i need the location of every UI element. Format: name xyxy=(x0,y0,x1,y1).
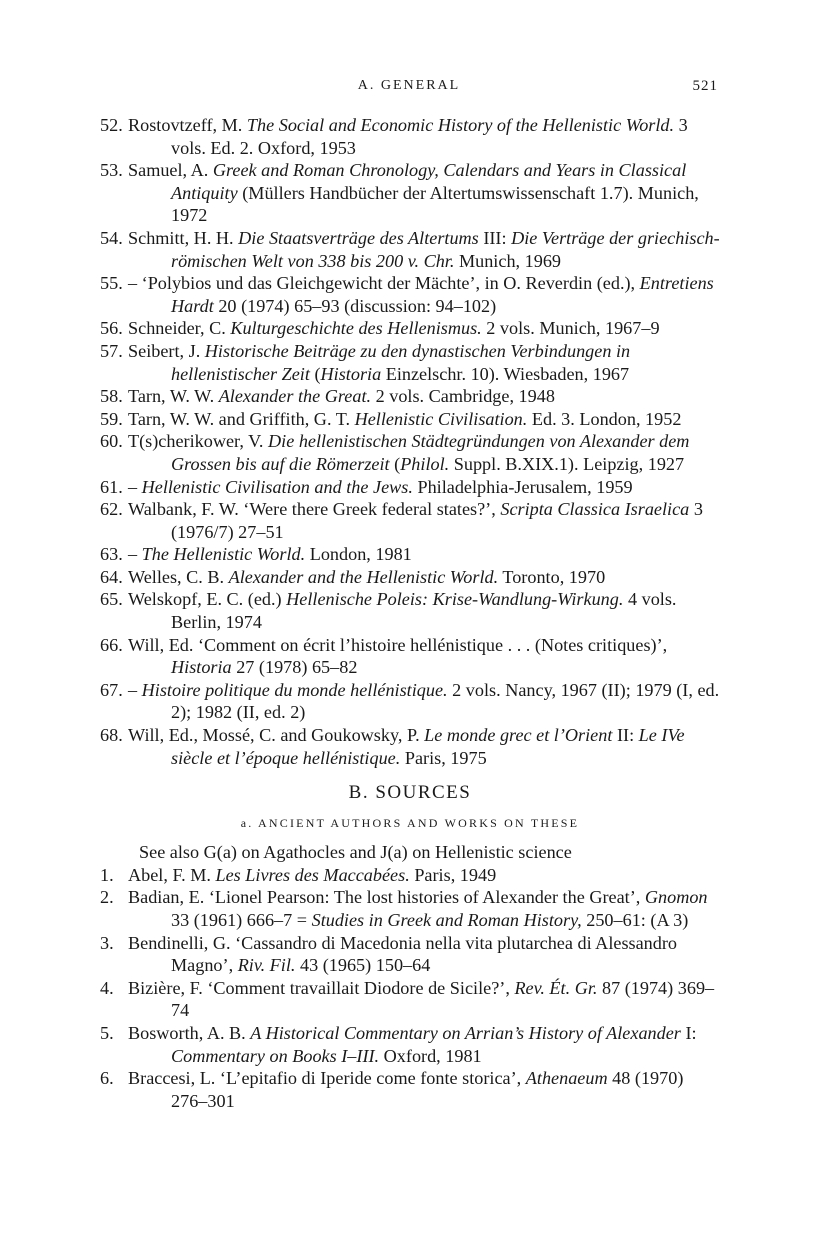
bibliography-entry xyxy=(100,977,720,1022)
bibliography-entry xyxy=(100,932,720,977)
entry-number: 60. xyxy=(100,431,123,452)
bibliography-entry xyxy=(100,1067,720,1112)
bibliography-entry xyxy=(100,340,720,385)
entry-text: 27 (1978) 65–82 xyxy=(231,657,358,678)
entry-text: I: xyxy=(680,1022,697,1043)
entry-text: Paris, 1949 xyxy=(409,864,497,885)
entry-title-italic: Studies in Greek and Roman History, xyxy=(311,910,582,930)
entry-title-italic: Die hellenistischen Städtegründungen von Alexander dem Grossen bis auf die Römerzeit xyxy=(171,431,690,474)
bibliography-content xyxy=(100,114,720,1112)
entry-title-italic: Athenaeum xyxy=(525,1068,608,1089)
bibliography-entry xyxy=(100,272,720,317)
entry-text: 87 (1974) 369–74 xyxy=(171,977,715,1021)
entry-text: Munich, 1969 xyxy=(454,250,562,271)
bibliography-entry xyxy=(100,1022,720,1067)
bibliography-entry xyxy=(100,543,720,566)
entry-number: 68. xyxy=(100,725,123,746)
entry-text: Welskopf, E. C. (ed.) xyxy=(128,589,287,610)
entry-title-italic: Historia xyxy=(171,657,232,678)
page-header xyxy=(100,78,718,102)
bibliography-entry xyxy=(100,498,720,543)
entry-text: Tarn, W. W. and Griffith, G. T. xyxy=(128,408,355,429)
entry-title-italic: Scripta Classica Israelica xyxy=(500,499,690,520)
bibliography-entry xyxy=(100,724,720,769)
bibliography-entry xyxy=(100,864,720,887)
bibliography-entry xyxy=(100,227,720,272)
entry-title-italic: Hellenistic Civilisation and the Jews. xyxy=(141,476,413,497)
entry-text: Bendinelli, G. ‘Cassandro di Macedonia nella vita plutarchea di Alessandro Magno’, xyxy=(128,932,678,976)
entry-text: Einzelschr. 10). Wiesbaden, 1967 xyxy=(381,363,630,384)
entry-title-italic: Historia xyxy=(320,363,382,384)
entry-text: Rostovtzeff, M. xyxy=(128,115,247,135)
see-also-note: See also G(a) on Agathocles and J(a) on Hellenistic science xyxy=(139,842,572,863)
entry-text: 3 vols. Ed. 2. Oxford, 1953 xyxy=(171,115,688,158)
sources-bibliography-list xyxy=(100,864,720,1113)
entry-text: Bizière, F. ‘Comment travaillait Diodore de Sicile?’, xyxy=(128,977,515,998)
entry-text: ( xyxy=(309,363,321,384)
entry-number: 53. xyxy=(100,160,123,181)
entry-text: Tarn, W. W. xyxy=(128,386,219,407)
entry-title-italic: A Historical Commentary on Arrian’s History of Alexander xyxy=(250,1022,681,1043)
entry-text: Paris, 1975 xyxy=(400,747,487,768)
entry-number: 64. xyxy=(100,566,123,587)
bibliography-entry xyxy=(100,886,720,931)
bibliography-entry xyxy=(100,408,720,431)
entry-text: – xyxy=(128,476,142,497)
entry-text: Philadelphia-Jerusalem, 1959 xyxy=(412,476,633,497)
entry-title-italic: Greek and Roman Chronology, Calendars and Years in Classical Antiquity xyxy=(171,160,687,203)
entry-title-italic: Le monde grec et l’Orient xyxy=(424,725,613,746)
entry-number: 66. xyxy=(100,634,123,655)
entry-text: – ‘Polybios und das Gleichgewicht der Mächte’, in O. Reverdin (ed.), xyxy=(128,273,640,294)
entry-text: Oxford, 1981 xyxy=(379,1045,482,1066)
entry-number: 3. xyxy=(100,932,114,953)
entry-number: 61. xyxy=(100,476,123,497)
bibliography-entry xyxy=(100,634,720,679)
entry-title-italic: Historische Beiträge zu den dynastischen Verbindungen in hellenistischer Zeit xyxy=(171,340,631,384)
bibliography-entry xyxy=(100,385,720,408)
entry-title-italic: Les Livres des Maccabées. xyxy=(215,864,410,885)
general-bibliography-list xyxy=(100,114,720,769)
entry-number: 5. xyxy=(100,1022,114,1043)
entry-number: 65. xyxy=(100,589,123,610)
entry-text: Bosworth, A. B. xyxy=(128,1022,251,1043)
entry-text: 4 vols. Berlin, 1974 xyxy=(171,589,677,633)
bibliography-entry xyxy=(100,317,720,340)
entry-title-italic: Rev. Ét. Gr. xyxy=(514,977,598,998)
entry-text: Will, Ed. ‘Comment on écrit l’histoire hellénistique . . . (Notes critiques)’, xyxy=(128,634,668,655)
entry-text: Abel, F. M. xyxy=(128,864,216,885)
entry-title-italic: Hellenische Poleis: Krise-Wandlung-Wirkung. xyxy=(286,589,624,610)
bibliography-entry xyxy=(100,476,720,499)
entry-text: 3 (1976/7) 27–51 xyxy=(171,499,703,542)
entry-text: Suppl. B.XIX.1). Leipzig, 1927 xyxy=(449,453,685,474)
entry-text: Welles, C. B. xyxy=(128,566,229,587)
entry-title-italic: Gnomon xyxy=(644,887,708,908)
entry-text: 48 (1970) 276–301 xyxy=(171,1068,684,1111)
entry-title-italic: The Social and Economic History of the Hellenistic World. xyxy=(246,115,675,135)
entry-text: Samuel, A. xyxy=(128,160,213,181)
bibliography-entry xyxy=(100,159,720,227)
entry-number: 52. xyxy=(100,115,123,135)
entry-text: Seibert, J. xyxy=(128,340,205,361)
entry-title-italic: Die Verträge der griechisch-römischen Welt von 338 bis 200 v. Chr. xyxy=(171,227,720,271)
entry-text: Schneider, C. xyxy=(128,318,231,339)
entry-text: 33 (1961) 666–7 = xyxy=(171,910,312,930)
entry-title-italic: Die Staatsverträge des Altertums xyxy=(238,227,479,248)
entry-text: T(s)cherikower, V. xyxy=(128,431,269,452)
entry-number: 1. xyxy=(100,864,114,885)
entry-number: 63. xyxy=(100,544,123,565)
entry-text: Braccesi, L. ‘L’epitafio di Iperide come fonte storica’, xyxy=(128,1068,526,1089)
entry-text: II: xyxy=(612,725,639,746)
section-title: B. SOURCES xyxy=(348,782,472,804)
entry-number: 58. xyxy=(100,386,123,407)
entry-text: ( xyxy=(389,453,401,474)
entry-title-italic: Philol. xyxy=(400,453,450,474)
entry-text: 250–61: (A 3) xyxy=(581,910,689,930)
bibliography-entry xyxy=(100,114,720,159)
entry-title-italic: Histoire politique du monde hellénistique. xyxy=(141,679,448,700)
entry-number: 6. xyxy=(100,1068,114,1089)
entry-title-italic: Le IVe siècle et l’époque hellénistique. xyxy=(171,725,685,768)
entry-title-italic: Alexander the Great. xyxy=(218,386,372,407)
entry-number: 57. xyxy=(100,340,123,361)
entry-text: 2 vols. Nancy, 1967 (II); 1979 (I, ed. 2); 1982 (II, ed. 2) xyxy=(171,679,720,723)
entry-number: 54. xyxy=(100,227,123,248)
entry-text: Walbank, F. W. ‘Were there Greek federal states?’, xyxy=(128,499,501,520)
page-number: 521 xyxy=(692,78,718,94)
entry-title-italic: Hellenistic Civilisation. xyxy=(354,408,528,429)
entry-text: Badian, E. ‘Lionel Pearson: The lost histories of Alexander the Great’, xyxy=(128,887,645,908)
entry-title-italic: Entretiens Hardt xyxy=(171,273,714,316)
entry-text: 43 (1965) 150–64 xyxy=(295,955,431,976)
subsection-title: a. ANCIENT AUTHORS AND WORKS ON THESE xyxy=(240,816,580,831)
entry-text: Schmitt, H. H. xyxy=(128,227,239,248)
entry-number: 55. xyxy=(100,273,123,294)
bibliography-entry xyxy=(100,566,720,589)
entry-number: 67. xyxy=(100,679,123,700)
running-head: A. GENERAL xyxy=(357,78,461,93)
entry-number: 62. xyxy=(100,499,123,520)
entry-number: 59. xyxy=(100,408,123,429)
entry-text: Ed. 3. London, 1952 xyxy=(527,408,682,429)
entry-number: 2. xyxy=(100,887,114,908)
entry-title-italic: Alexander and the Hellenistic World. xyxy=(228,566,499,587)
bibliography-entry xyxy=(100,588,720,633)
entry-text: 2 vols. Cambridge, 1948 xyxy=(371,386,555,407)
entry-text: 2 vols. Munich, 1967–9 xyxy=(481,318,660,339)
entry-text: 20 (1974) 65–93 (discussion: 94–102) xyxy=(213,295,497,316)
entry-text: London, 1981 xyxy=(305,544,412,565)
entry-title-italic: The Hellenistic World. xyxy=(141,544,306,565)
bibliography-entry xyxy=(100,430,720,475)
entry-text: Toronto, 1970 xyxy=(498,566,606,587)
bibliography-entry xyxy=(100,679,720,724)
entry-text: – xyxy=(128,544,142,565)
entry-text: Will, Ed., Mossé, C. and Goukowsky, P. xyxy=(128,725,425,746)
entry-text: (Müllers Handbücher der Altertumswissenschaft 1.7). Munich, 1972 xyxy=(171,182,699,226)
entry-title-italic: Riv. Fil. xyxy=(237,955,296,976)
entry-text: III: xyxy=(478,227,512,248)
entry-number: 56. xyxy=(100,318,123,339)
entry-title-italic: Commentary on Books I–III. xyxy=(171,1045,380,1066)
entry-number: 4. xyxy=(100,977,114,998)
entry-title-italic: Kulturgeschichte des Hellenismus. xyxy=(230,318,482,339)
entry-text: – xyxy=(128,679,142,700)
